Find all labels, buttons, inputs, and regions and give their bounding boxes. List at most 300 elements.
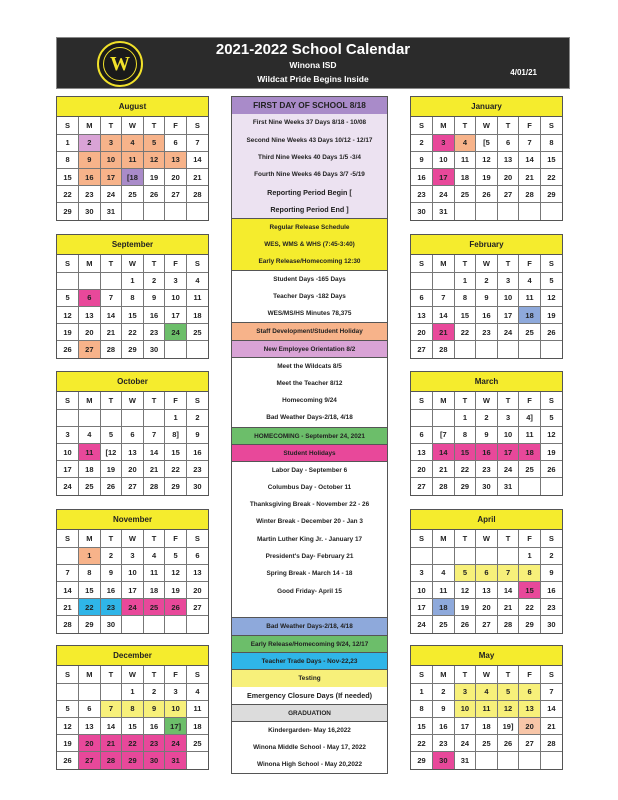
legend-item: GRADUATION — [232, 704, 387, 721]
empty-cell — [143, 203, 165, 220]
day-cell: 11 — [186, 700, 208, 717]
day-cell: 22 — [122, 735, 144, 752]
weekday-header: S — [411, 666, 433, 683]
weekday-header: M — [433, 392, 455, 409]
day-cell: 6 — [476, 564, 498, 581]
day-cell: 5 — [57, 700, 79, 717]
month-grid — [411, 255, 562, 358]
empty-cell — [100, 409, 122, 426]
district-name: Winona ISD — [289, 60, 337, 70]
day-cell: 25 — [454, 186, 476, 203]
day-cell: 20 — [411, 324, 433, 341]
empty-cell — [454, 547, 476, 564]
day-cell: 26 — [100, 478, 122, 495]
day-cell: 12 — [476, 151, 498, 168]
legend-item: Spring Break - March 14 - 18 — [232, 565, 387, 582]
weekday-header: S — [186, 392, 208, 409]
day-cell: 22 — [454, 461, 476, 478]
day-cell: 16 — [79, 169, 101, 186]
week-row — [411, 134, 562, 151]
legend-item: Testing — [232, 669, 387, 686]
week-row — [57, 683, 208, 700]
week-row — [57, 151, 208, 168]
day-cell: 19 — [143, 169, 165, 186]
week-row — [411, 341, 562, 358]
weekday-header: M — [79, 117, 101, 134]
month-title: October — [57, 372, 208, 392]
day-cell: 19] — [497, 718, 519, 735]
week-row — [411, 324, 562, 341]
day-cell: 23 — [79, 186, 101, 203]
legend-item: Homecoming 9/24 — [232, 392, 387, 409]
weekday-header: T — [143, 117, 165, 134]
weekday-header: M — [79, 666, 101, 683]
weekday-header: W — [476, 392, 498, 409]
day-cell: 11 — [454, 151, 476, 168]
weekday-header: T — [100, 392, 122, 409]
legend-panel — [231, 96, 388, 774]
day-cell: 30 — [79, 203, 101, 220]
week-row — [411, 289, 562, 306]
weekday-header: M — [433, 530, 455, 547]
empty-cell — [143, 409, 165, 426]
day-cell: 4 — [186, 272, 208, 289]
month-november — [56, 509, 209, 634]
day-cell: 15 — [454, 307, 476, 324]
day-cell: 7 — [433, 289, 455, 306]
empty-cell — [79, 683, 101, 700]
day-cell: 30 — [411, 203, 433, 220]
weekday-header: T — [454, 392, 476, 409]
empty-cell — [143, 616, 165, 633]
week-row — [57, 478, 208, 495]
weekday-header: T — [100, 117, 122, 134]
day-cell: 5 — [165, 547, 187, 564]
weekday-header: T — [454, 666, 476, 683]
day-cell: 17 — [411, 599, 433, 616]
week-row — [57, 134, 208, 151]
empty-cell — [519, 752, 541, 769]
day-cell: 5 — [143, 134, 165, 151]
day-cell: 5 — [540, 272, 562, 289]
day-cell: 24 — [100, 186, 122, 203]
weekday-header: F — [165, 392, 187, 409]
week-row — [411, 186, 562, 203]
day-cell: 29 — [540, 186, 562, 203]
day-cell: 22 — [57, 186, 79, 203]
legend-item: Regular Release Schedule — [232, 218, 387, 235]
weekday-header: T — [100, 666, 122, 683]
day-cell: 13 — [476, 582, 498, 599]
legend-item: WES, WMS & WHS (7:45-3:40) — [232, 236, 387, 253]
day-cell: 8 — [79, 564, 101, 581]
day-cell: 16 — [476, 444, 498, 461]
day-cell: 13 — [122, 444, 144, 461]
weekday-header: S — [540, 530, 562, 547]
empty-cell — [519, 341, 541, 358]
day-cell: 9 — [79, 151, 101, 168]
day-cell: 21 — [433, 461, 455, 478]
day-cell: 15 — [454, 444, 476, 461]
weekday-header: T — [497, 255, 519, 272]
day-cell: 6 — [79, 289, 101, 306]
legend-item: Student Holidays — [232, 444, 387, 461]
day-cell: 19 — [476, 169, 498, 186]
day-cell: 16 — [540, 582, 562, 599]
weekday-header: T — [454, 117, 476, 134]
day-cell: 11 — [186, 289, 208, 306]
day-cell: 1 — [454, 272, 476, 289]
month-march — [410, 371, 563, 496]
day-cell: 4 — [454, 134, 476, 151]
day-cell: 9 — [100, 564, 122, 581]
day-cell: 9 — [411, 151, 433, 168]
day-cell: 17 — [433, 169, 455, 186]
day-cell: 13 — [165, 151, 187, 168]
legend-item: Winter Break - December 20 - Jan 3 — [232, 513, 387, 530]
day-cell: 21 — [100, 324, 122, 341]
day-cell: 4 — [79, 426, 101, 443]
month-grid — [57, 666, 208, 769]
day-cell: 24 — [57, 478, 79, 495]
day-cell: 8 — [454, 289, 476, 306]
day-cell: 23 — [186, 461, 208, 478]
day-cell: 22 — [79, 599, 101, 616]
day-cell: 12 — [540, 426, 562, 443]
calendar-header — [56, 37, 570, 89]
month-february — [410, 234, 563, 359]
week-row — [57, 289, 208, 306]
day-cell: 25 — [143, 599, 165, 616]
weekday-header: F — [519, 392, 541, 409]
weekday-header: S — [186, 117, 208, 134]
day-cell: 28 — [143, 478, 165, 495]
day-cell: 23 — [476, 461, 498, 478]
day-cell: 20 — [476, 599, 498, 616]
week-row — [57, 307, 208, 324]
day-cell: 19 — [454, 599, 476, 616]
day-cell: 16 — [100, 582, 122, 599]
week-row — [411, 478, 562, 495]
empty-cell — [57, 547, 79, 564]
day-cell: 24 — [165, 735, 187, 752]
weekday-header: S — [57, 392, 79, 409]
month-september — [56, 234, 209, 359]
day-cell: 11 — [519, 289, 541, 306]
day-cell: 27 — [411, 478, 433, 495]
day-cell: 3 — [497, 409, 519, 426]
month-grid — [411, 117, 562, 220]
day-cell: 13 — [519, 700, 541, 717]
day-cell: 28 — [433, 478, 455, 495]
legend-item: Early Release/Homecoming 9/24, 12/17 — [232, 635, 387, 652]
day-cell: 15 — [57, 169, 79, 186]
month-title: February — [411, 235, 562, 255]
week-row — [411, 151, 562, 168]
weekday-header: F — [165, 117, 187, 134]
day-cell: 6 — [122, 426, 144, 443]
day-cell: 24 — [497, 461, 519, 478]
weekday-header: W — [476, 117, 498, 134]
day-cell: 27 — [497, 186, 519, 203]
day-cell: 3 — [411, 564, 433, 581]
day-cell: 6 — [165, 134, 187, 151]
empty-cell — [411, 547, 433, 564]
month-title: August — [57, 97, 208, 117]
day-cell: 18 — [433, 599, 455, 616]
month-august — [56, 96, 209, 221]
day-cell: 13 — [79, 307, 101, 324]
day-cell: 6 — [79, 700, 101, 717]
month-title: March — [411, 372, 562, 392]
day-cell: 2 — [143, 272, 165, 289]
empty-cell — [122, 616, 144, 633]
empty-cell — [497, 341, 519, 358]
weekday-header: F — [519, 255, 541, 272]
day-cell: 28 — [100, 341, 122, 358]
day-cell: 31 — [165, 752, 187, 769]
day-cell: 8 — [519, 564, 541, 581]
day-cell: 24 — [433, 186, 455, 203]
day-cell: 6 — [186, 547, 208, 564]
day-cell: 25 — [519, 461, 541, 478]
empty-cell — [165, 203, 187, 220]
day-cell: 21 — [143, 461, 165, 478]
empty-cell — [165, 616, 187, 633]
weekday-header: T — [143, 392, 165, 409]
day-cell: 19 — [57, 324, 79, 341]
day-cell: 4 — [519, 272, 541, 289]
legend-item: Winona Middle School - May 17, 2022 — [232, 739, 387, 756]
day-cell: 17 — [100, 169, 122, 186]
day-cell: 27 — [186, 599, 208, 616]
empty-cell — [454, 341, 476, 358]
day-cell: 18 — [186, 307, 208, 324]
day-cell: 20 — [519, 718, 541, 735]
weekday-header: S — [411, 117, 433, 134]
day-cell: 1 — [79, 547, 101, 564]
day-cell: 9 — [540, 564, 562, 581]
day-cell: 24 — [454, 735, 476, 752]
empty-cell — [433, 272, 455, 289]
legend-item: FIRST DAY OF SCHOOL 8/18 — [232, 97, 387, 114]
day-cell: 24 — [411, 616, 433, 633]
empty-cell — [476, 547, 498, 564]
week-row — [57, 444, 208, 461]
legend-item: Staff Development/Student Holiday — [232, 322, 387, 339]
day-cell: [5 — [476, 134, 498, 151]
empty-cell — [57, 409, 79, 426]
weekday-header: M — [433, 666, 455, 683]
legend-item: Thanksgiving Break - November 22 - 26 — [232, 496, 387, 513]
legend-item: Meet the Teacher 8/12 — [232, 375, 387, 392]
day-cell: 27 — [79, 341, 101, 358]
day-cell: 20 — [79, 324, 101, 341]
legend-item: Fourth Nine Weeks 46 Days 3/7 -5/19 — [232, 166, 387, 183]
day-cell: 11 — [476, 700, 498, 717]
day-cell: 1 — [122, 683, 144, 700]
week-row — [57, 582, 208, 599]
week-row — [411, 752, 562, 769]
day-cell: 2 — [143, 683, 165, 700]
weekday-header: M — [433, 255, 455, 272]
day-cell: 15 — [519, 582, 541, 599]
day-cell: 4] — [519, 409, 541, 426]
day-cell: 12 — [165, 564, 187, 581]
day-cell: 1 — [454, 409, 476, 426]
day-cell: 18 — [79, 461, 101, 478]
day-cell: 14 — [186, 151, 208, 168]
day-cell: 30 — [100, 616, 122, 633]
day-cell: 20 — [122, 461, 144, 478]
day-cell: 27 — [165, 186, 187, 203]
day-cell: 16 — [411, 169, 433, 186]
day-cell: 21 — [100, 735, 122, 752]
legend-item: HOMECOMING - September 24, 2021 — [232, 427, 387, 444]
day-cell: 17 — [497, 307, 519, 324]
empty-cell — [540, 203, 562, 220]
week-row — [57, 616, 208, 633]
legend-item: Student Days -165 Days — [232, 270, 387, 287]
revision-date: 4/01/21 — [510, 68, 537, 77]
day-cell: 18 — [454, 169, 476, 186]
day-cell: 25 — [476, 735, 498, 752]
weekday-header: W — [122, 117, 144, 134]
weekday-header: W — [122, 666, 144, 683]
day-cell: 25 — [122, 186, 144, 203]
month-may — [410, 645, 563, 770]
legend-item: WES/MS/HS Minutes 78,375 — [232, 305, 387, 322]
weekday-header: T — [100, 255, 122, 272]
day-cell: 5 — [454, 564, 476, 581]
day-cell: 17 — [497, 444, 519, 461]
day-cell: 13 — [186, 564, 208, 581]
day-cell: 6 — [411, 426, 433, 443]
legend-item: Kindergarden- May 16,2022 — [232, 721, 387, 738]
day-cell: 25 — [433, 616, 455, 633]
weekday-header: F — [165, 666, 187, 683]
empty-cell — [186, 203, 208, 220]
week-row — [57, 735, 208, 752]
weekday-header: S — [186, 530, 208, 547]
day-cell: 26 — [476, 186, 498, 203]
day-cell: 17 — [57, 461, 79, 478]
weekday-header: S — [186, 666, 208, 683]
week-row — [57, 564, 208, 581]
week-row — [411, 735, 562, 752]
day-cell: 19 — [100, 461, 122, 478]
day-cell: 20 — [186, 582, 208, 599]
day-cell: 8 — [57, 151, 79, 168]
day-cell: 12 — [540, 289, 562, 306]
day-cell: 4 — [143, 547, 165, 564]
empty-cell — [57, 272, 79, 289]
weekday-header: M — [79, 392, 101, 409]
weekday-header: T — [454, 255, 476, 272]
day-cell: [7 — [433, 426, 455, 443]
day-cell: 6 — [497, 134, 519, 151]
month-december — [56, 645, 209, 770]
empty-cell — [540, 341, 562, 358]
day-cell: 8 — [411, 700, 433, 717]
day-cell: 28 — [497, 616, 519, 633]
weekday-header: W — [476, 530, 498, 547]
day-cell: 21 — [519, 169, 541, 186]
day-cell: 6 — [411, 289, 433, 306]
day-cell: 14 — [433, 307, 455, 324]
weekday-header: T — [497, 392, 519, 409]
day-cell: 12 — [57, 718, 79, 735]
month-grid — [411, 666, 562, 769]
day-cell: [12 — [100, 444, 122, 461]
day-cell: 21 — [186, 169, 208, 186]
empty-cell — [79, 409, 101, 426]
week-row — [411, 564, 562, 581]
empty-cell — [433, 547, 455, 564]
day-cell: 23 — [143, 735, 165, 752]
day-cell: 2 — [186, 409, 208, 426]
empty-cell — [519, 203, 541, 220]
day-cell: 2 — [100, 547, 122, 564]
day-cell: 18 — [186, 718, 208, 735]
week-row — [57, 752, 208, 769]
day-cell: 7 — [100, 289, 122, 306]
day-cell: 14 — [143, 444, 165, 461]
day-cell: 18 — [519, 307, 541, 324]
day-cell: 28 — [100, 752, 122, 769]
day-cell: 20 — [411, 461, 433, 478]
day-cell: 17 — [165, 307, 187, 324]
day-cell: 4 — [433, 564, 455, 581]
day-cell: 3 — [433, 134, 455, 151]
day-cell: [18 — [122, 169, 144, 186]
day-cell: 17] — [165, 718, 187, 735]
empty-cell — [122, 409, 144, 426]
legend-item: Good Friday- April 15 — [232, 583, 387, 600]
day-cell: 18 — [519, 444, 541, 461]
day-cell: 26 — [143, 186, 165, 203]
day-cell: 20 — [165, 169, 187, 186]
empty-cell — [540, 478, 562, 495]
day-cell: 30 — [143, 341, 165, 358]
weekday-header: S — [411, 530, 433, 547]
empty-cell — [476, 752, 498, 769]
week-row — [57, 341, 208, 358]
weekday-header: W — [122, 530, 144, 547]
week-row — [57, 461, 208, 478]
weekday-header: T — [143, 530, 165, 547]
day-cell: 9 — [143, 289, 165, 306]
weekday-header: T — [497, 117, 519, 134]
empty-cell — [454, 203, 476, 220]
empty-cell — [497, 203, 519, 220]
day-cell: 30 — [143, 752, 165, 769]
day-cell: 18 — [476, 718, 498, 735]
week-row — [411, 582, 562, 599]
weekday-header: S — [540, 255, 562, 272]
week-row — [57, 409, 208, 426]
day-cell: 22 — [519, 599, 541, 616]
day-cell: 3 — [497, 272, 519, 289]
week-row — [411, 272, 562, 289]
day-cell: 12 — [454, 582, 476, 599]
day-cell: 23 — [433, 735, 455, 752]
month-title: December — [57, 646, 208, 666]
day-cell: 2 — [540, 547, 562, 564]
empty-cell — [186, 616, 208, 633]
day-cell: 16 — [433, 718, 455, 735]
day-cell: 29 — [165, 478, 187, 495]
